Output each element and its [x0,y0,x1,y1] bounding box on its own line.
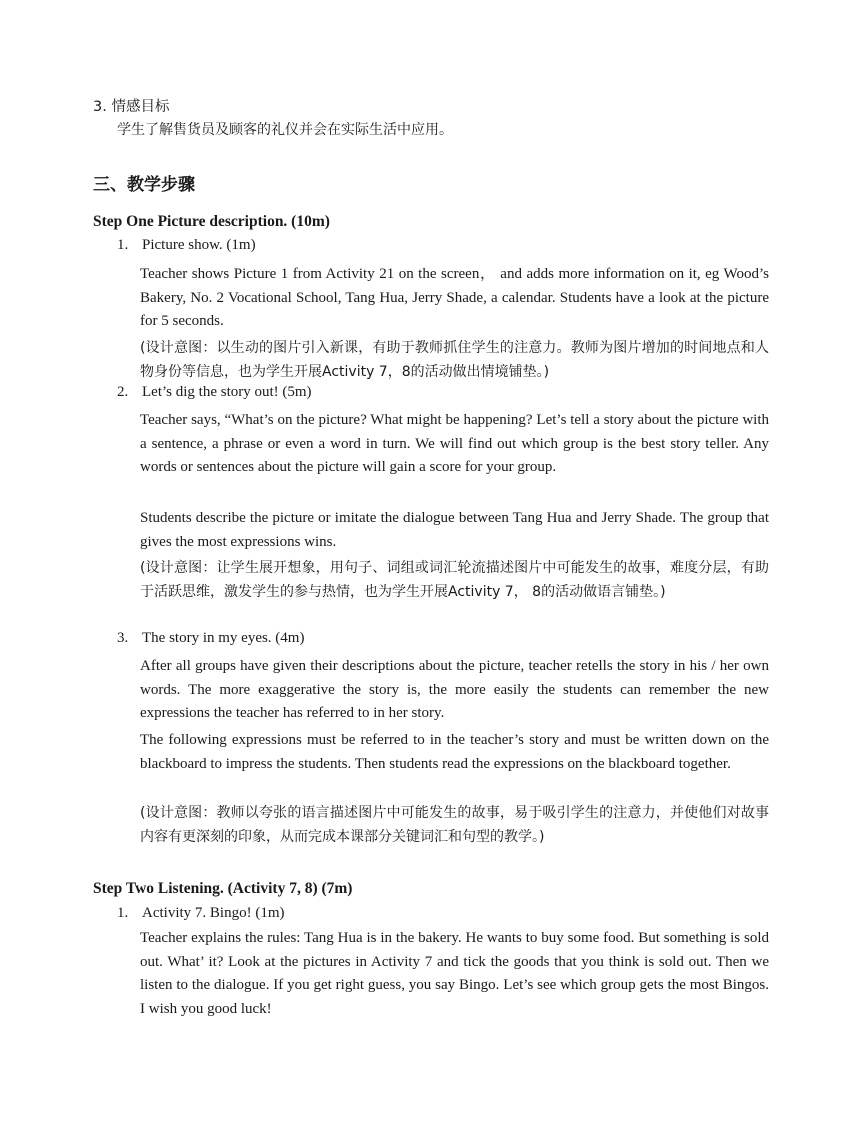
step-one-item-3 [117,630,304,647]
item-2-design-note: (设计意图：让学生展开想象，用句子、词组或词汇轮流描述图片中可能发生的故事，难度分层，有助于活跃思维，激发学生的参与热情，也为学生开展Activity 7， 8的活动做语言铺垫。) [140,560,769,600]
item-2-paragraph-2: Students describe the picture or imitate the dialogue between Tang Hua and Jerry Shade. The group that gives the most expressions wins. [140,510,769,550]
item-title: Picture show. (1m) [142,237,256,253]
item-1-design-note: (设计意图：以生动的图片引入新课，有助于教师抓住学生的注意力。教师为图片增加的时间地点和人物身份等信息，也为学生开展Activity 7，8的活动做出情境铺垫。) [140,340,769,380]
step-one-item-1 [117,237,256,254]
item-3-design-note: (设计意图：教师以夸张的语言描述图片中可能发生的故事，易于吸引学生的注意力，并使他们对故事内容有更深刻的印象，从而完成本课部分关键词汇和句型的教学。) [140,805,769,845]
step-two-title: Step Two Listening. (Activity 7, 8) (7m) [93,880,353,897]
section-3-title: 3. 情感目标 [93,99,170,115]
item-title: Let’s dig the story out! (5m) [142,384,312,400]
step-one-item-2 [117,384,312,401]
section-heading: 三、教学步骤 [93,175,195,195]
item-number: 1. [117,237,129,253]
item-2-paragraph: Teacher says, “What’s on the picture? What might be happening? Let’s tell a story about the picture with a sentence, a phrase or even a word in turn. We will find out which group is the best story teller. Any words or sentences about the picture will gain a score for your group. [140,412,769,475]
item-number: 1. [117,905,129,921]
item-1-paragraph: Teacher shows Picture 1 from Activity 21 on the screen， and adds more information on it, eg Wood’s Bakery, No. 2 Vocational School, Tang Hua, Jerry Shade, a calendar. Students have a look at the picture for 5 seconds. [140,266,769,329]
item-number: 3. [117,630,129,646]
item-number: 2. [117,384,129,400]
item-title: The story in my eyes. (4m) [142,630,305,646]
section-3-body: 学生了解售货员及顾客的礼仪并会在实际生活中应用。 [117,122,453,138]
item-3-paragraph-2: The following expressions must be referred to in the teacher’s story and must be written down on the blackboard to impress the students. Then students read the expressions on the blackboard together. [140,732,769,772]
step-one-title: Step One Picture description. (10m) [93,213,330,230]
step-two-item-1-paragraph: Teacher explains the rules: Tang Hua is in the bakery. He wants to buy some food. But something is sold out. What’ it? Look at the pictures in Activity 7 and tick the goods that you think is sold out. Then we listen to the dialogue. If you get right guess, you say Bingo. Let’s see which group gets the most Bingos. I wish you good luck! [140,930,769,1017]
step-two-item-1 [117,905,285,922]
item-title: Activity 7. Bingo! (1m) [142,905,285,921]
item-3-paragraph: After all groups have given their descriptions about the picture, teacher retells the story in his / her own words. The more exaggerative the story is, the more easily the students can remember the new expressions the teacher has referred to in her story. [140,658,769,721]
